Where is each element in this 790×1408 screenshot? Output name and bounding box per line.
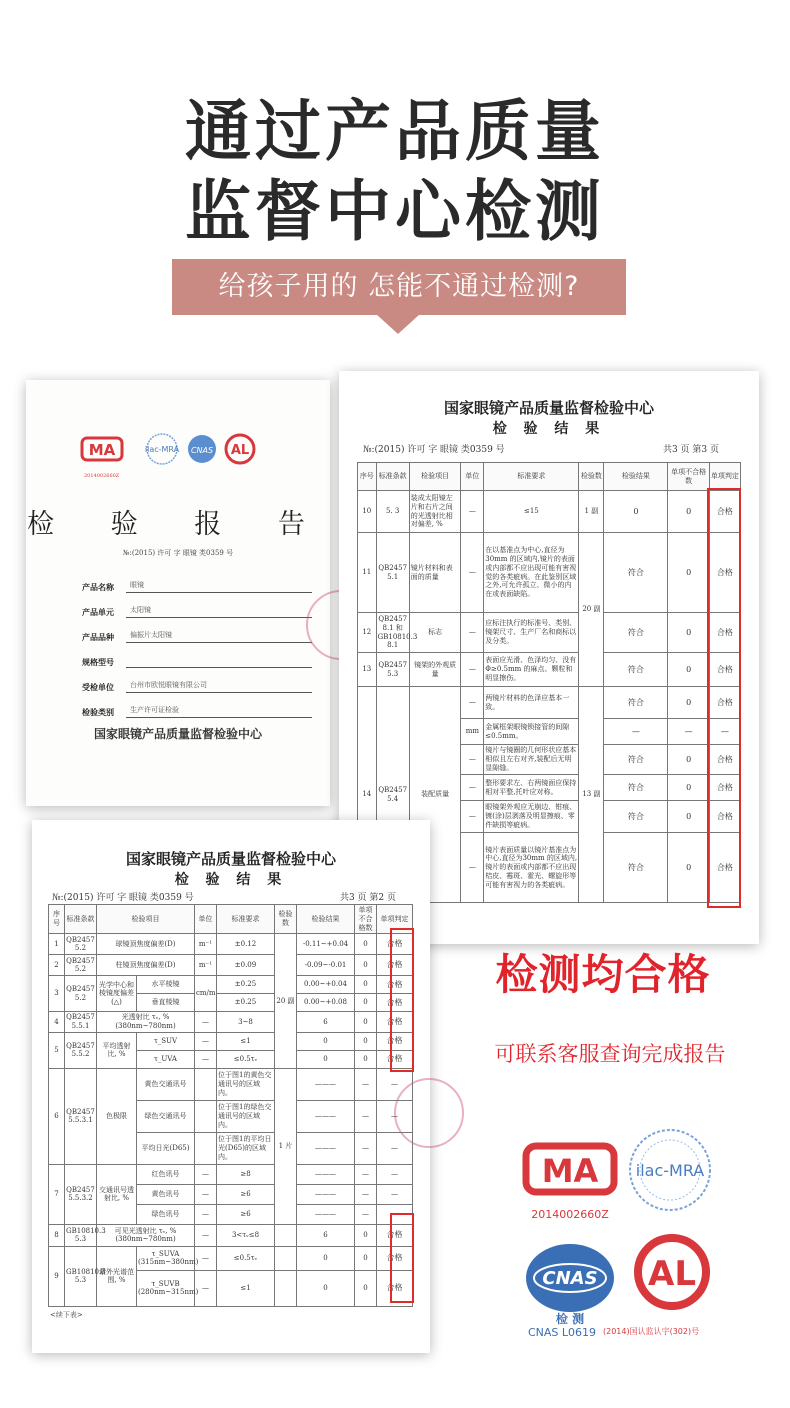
cnas-label: 检 测 <box>555 1312 585 1326</box>
page3-org: 国家眼镜产品质量监督检验中心 <box>443 399 654 417</box>
cert-logos-svg <box>520 1130 730 1340</box>
table-row: 平均日光(D65) 位于图1的平均日光(D65)的区域内。 ——— — — <box>49 1132 413 1164</box>
cover-field-row: 产品品种 偏振片太阳镜 <box>82 618 312 643</box>
cnas-logo-icon <box>188 435 216 463</box>
table-row: 8 GB10810.3 5.3 可见光透射比 τᵥ, % (380nm~780nm) — 3<τᵥ≤8 6 0 合格 <box>49 1224 413 1246</box>
cover-field-row: 检验类别 生产许可证检验 <box>82 693 312 718</box>
page2-subtitle: 检 验 结 果 <box>174 872 288 888</box>
svg-text:AL: AL <box>230 443 250 458</box>
table-row: 绿色讯号 — ≥6 ——— — — <box>49 1204 413 1224</box>
page3-page-number: 共3 页 第3 页 <box>662 445 719 455</box>
table-row: 5 QB2457 5.5.2 平均透射比, % τ_SUV — ≤1 0 0 合格 <box>49 1032 413 1050</box>
table-row: 2 QB2457 5.2 柱镜顶焦度偏差(D) m⁻¹ ±0.09 -0.09~-0.01 0 合格 <box>49 955 413 976</box>
cal-number: (2014)国认监认字(302)号 <box>603 1327 700 1336</box>
certification-logos <box>520 1130 730 1340</box>
report-cover <box>26 380 330 806</box>
svg-text:AL: AL <box>648 1254 696 1294</box>
table-row: 10 5. 3 装成太阳镜左片和右片之间的光透射比相对偏差, % — ≤15 1 副 0 0 合格 <box>358 491 741 533</box>
cover-title: 检 验 报 告 <box>27 509 329 540</box>
svg-text:ilac-MRA: ilac-MRA <box>635 1161 705 1180</box>
table-row: 4 QB2457 5.5.1 光透射比 τᵥ, % (380nm~780nm) — 3~8 6 0 合格 <box>49 1012 413 1033</box>
table-row: τ_SUVB (280nm~315nm) — ≤1 0 0 合格 <box>49 1270 413 1306</box>
page2-org: 国家眼镜产品质量监督检验中心 <box>125 850 336 868</box>
page3-report-number: №:(2015) 许可 字 眼镜 类0359 号 <box>363 445 505 455</box>
table-row: 黄色讯号 — ≥6 ——— — — <box>49 1184 413 1204</box>
cover-report-number: №:(2015) 许可 字 眼镜 类0359 号 <box>122 549 234 557</box>
cnas-code: CNAS L0619 <box>528 1326 597 1339</box>
table-row: 12 QB2457 8.1 和 GB10810.3 8.1 标志 — 应标注执行的标准号、类别、镜架尺寸、生产厂名和商标以及分类。 符合 0 合格 <box>358 613 741 653</box>
cal-logo-icon <box>226 435 254 463</box>
contact-service-note: 可联系客服查询完成报告 <box>494 1042 726 1066</box>
table-row: 垂直棱镜 ±0.25 0.00~+0.08 0 合格 <box>49 994 413 1012</box>
headline-line-2: 监督中心检测 <box>185 173 605 250</box>
page2-footer: <续下表> <box>50 1311 83 1319</box>
table-header-row: 序号 标准条款 检验项目 单位 标准要求 检验数 检验结果 单项不合格数 单项判定 <box>358 463 741 491</box>
cover-cma-number: 2014002660Z <box>84 473 120 479</box>
table-row: — 眼镜架外观应无崩边、钳痕、镀(涂)层剥落及明显擦痕、零件缺损等疵病。 符合 0 合格 <box>358 801 741 833</box>
ilac-mra-logo-icon <box>630 1130 710 1210</box>
svg-text:MA: MA <box>88 441 116 459</box>
headline <box>0 92 790 252</box>
svg-text:CNAS: CNAS <box>542 1268 598 1289</box>
report-page-2 <box>32 820 430 1353</box>
table-row: — 镜片表面质量以镜片基准点为中心,直径为30mm 的区域内,镜片的表面或内部都不应出现桔皮、霉斑、霍光、螺旋形等可能有害视力的各类疵病。 符合 0 合格 <box>358 833 741 903</box>
page3-subtitle: 检 验 结 果 <box>492 421 606 437</box>
table-row: τ_UVA — ≤0.5τᵥ 0 0 合格 <box>49 1050 413 1068</box>
table-row: 3 QB2457 5.2 光学中心和棱镜度偏差(△) 水平棱镜 cm/m ±0.25 0.00~+0.04 0 合格 <box>49 976 413 994</box>
cal-logo-icon <box>638 1238 706 1306</box>
table-row: 11 QB2457 5.1 镜片材料和表面的质量 — 在以基准点为中心,直径为30mm 的区域内,镜片的表面或内部都不应出现可能有害视觉的各类疵病。在此鉴别区域之外,可允许孤立、微小的内在或表面缺陷。 20 副 符合 0 合格 <box>358 533 741 613</box>
page2-report-number: №:(2015) 许可 字 眼镜 类0359 号 <box>52 893 194 903</box>
cover-logos <box>80 432 290 472</box>
page2-page-number: 共3 页 第2 页 <box>339 893 396 903</box>
table-row: 14 QB2457 5.4 装配质量 — 两镜片材料的色泽应基本一致。 13 副 符合 0 合格 <box>358 687 741 719</box>
cma-logo-icon <box>526 1146 614 1192</box>
ilac-mra-logo-icon <box>145 434 180 464</box>
cma-logo-icon <box>82 438 122 460</box>
page2-results-table <box>48 904 413 1307</box>
cover-field-row: 产品单元 太阳镜 <box>82 593 312 618</box>
table-row: — 整形要求左、右两镜面应保持相对平整,托叶应对称。 符合 0 合格 <box>358 775 741 801</box>
svg-text:MA: MA <box>541 1152 599 1190</box>
cover-fields <box>82 568 312 718</box>
cma-number: 2014002660Z <box>531 1208 609 1221</box>
table-row: — 镜片与镜圈的几何形状应基本相似且左右对齐,装配后无明显隙缝。 符合 0 合格 <box>358 745 741 775</box>
cnas-logo-icon <box>526 1244 614 1312</box>
svg-text:CNAS: CNAS <box>190 446 214 455</box>
table-row: 7 QB2457 5.5.3.2 交通讯号透射比, % 红色讯号 — ≥8 ——— — — <box>49 1164 413 1184</box>
table-row: mm 金属框架眼镜锁接管的间隙≤0.5mm。 — — — <box>358 719 741 745</box>
table-row: 1 QB2457 5.2 球镜顶焦度偏差(D) m⁻¹ ±0.12 20 副 -0.11~+0.04 0 合格 <box>49 934 413 955</box>
table-row: 13 QB2457 5.3 镜架的外观质量 — 表面应光滑、色泽均匀、没有Φ≥0.5mm 的麻点、颗粒和明显擦伤。 符合 0 合格 <box>358 653 741 687</box>
banner-pointer <box>376 314 420 334</box>
question-banner: 给孩子用的 怎能不通过检测? <box>172 259 626 315</box>
table-row: 绿色交通讯号 位于图1的绿色交通讯号的区域内。 ——— — — <box>49 1100 413 1132</box>
table-row: 9 GB10810.3 5.3 紫外光谱范围, % τ_SUVA (315nm~380nm) — ≤0.5τᵥ 0 0 合格 <box>49 1246 413 1270</box>
table-row: 6 QB2457 5.5.3.1 色极限 黄色交通讯号 位于图1的黄色交通讯号的区域内。 1 片 ——— — — <box>49 1068 413 1100</box>
headline-line-1: 通过产品质量 <box>185 93 605 170</box>
cover-field-row: 规格型号 <box>82 643 312 668</box>
cover-field-row: 受检单位 台州市欧悦眼镜有限公司 <box>82 668 312 693</box>
cover-field-row: 产品名称 眼镜 <box>82 568 312 593</box>
table-header-row: 序号 标准条款 检验项目 单位 标准要求 检验数 检验结果 单项不合格数 单项判定 <box>49 905 413 934</box>
all-passed-title: 检测均合格 <box>495 950 711 999</box>
cover-org-name: 国家眼镜产品质量监督检验中心 <box>93 727 262 741</box>
svg-text:ilac-MRA: ilac-MRA <box>144 445 180 454</box>
